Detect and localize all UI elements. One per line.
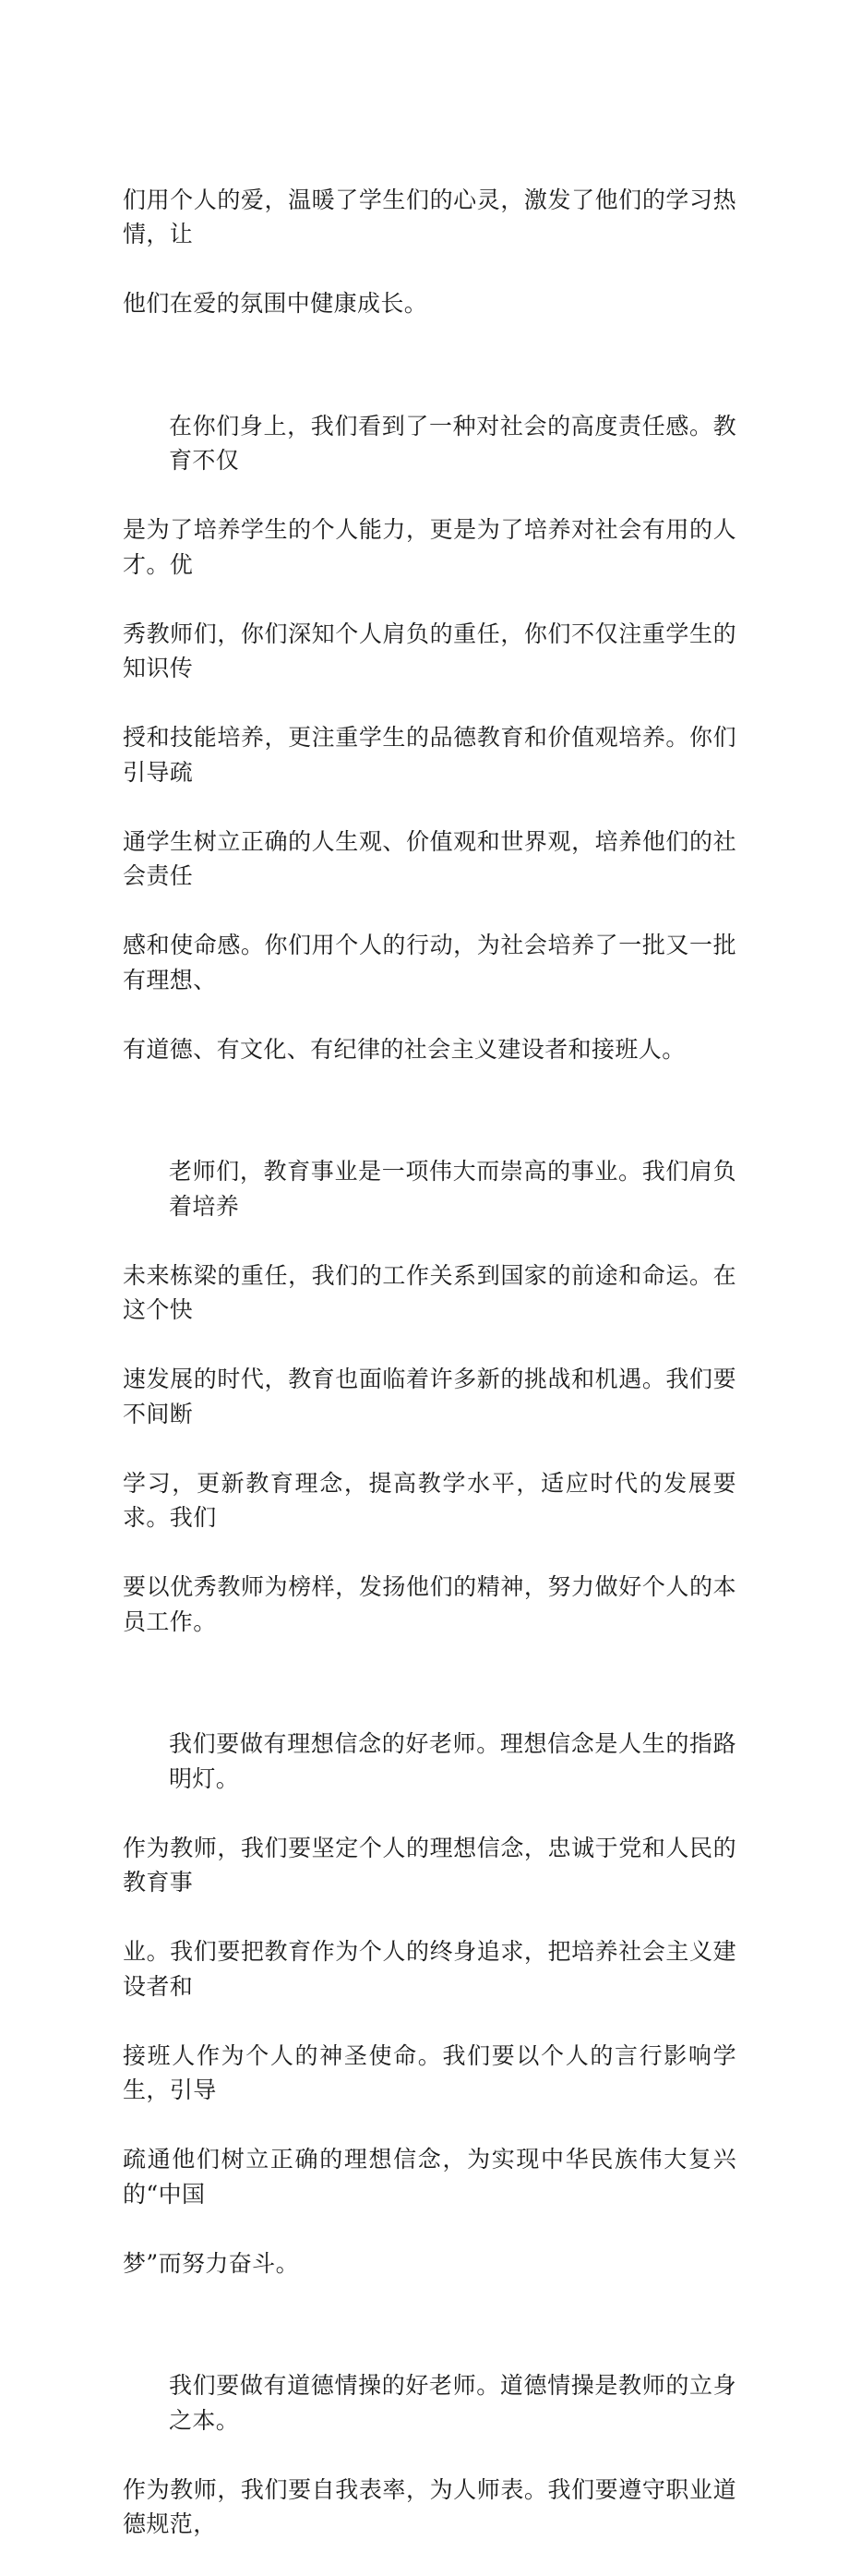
document-page bbox=[0, 0, 849, 1201]
text-line: 接班人作为个人的神圣使命。我们要以个人的言行影响学生，引导 bbox=[123, 2039, 736, 2108]
text-line: 们用个人的爱，温暖了学生们的心灵，激发了他们的学习热情，让 bbox=[123, 183, 736, 252]
text-line: 是为了培养学生的个人能力，更是为了培养对社会有用的人才。优 bbox=[123, 512, 736, 582]
text-line: 速发展的时代，教育也面临着许多新的挑战和机遇。我们要不间断 bbox=[123, 1362, 736, 1431]
text-line: 秀教师们，你们深知个人肩负的重任，你们不仅注重学生的知识传 bbox=[123, 617, 736, 686]
text-line: 梦”而努力奋斗。 bbox=[123, 2246, 736, 2281]
text-line: 老师们，教育事业是一项伟大而崇高的事业。我们肩负着培养 bbox=[123, 1154, 736, 1223]
text-line: 要以优秀教师为榜样，发扬他们的精神，努力做好个人的本员工作。 bbox=[123, 1570, 736, 1639]
text-line: 我们要做有理想信念的好老师。理想信念是人生的指路明灯。 bbox=[123, 1727, 736, 1796]
text-line: 授和技能培养，更注重学生的品德教育和价值观培养。你们引导疏 bbox=[123, 720, 736, 789]
paragraph-social-responsibility bbox=[123, 374, 736, 1101]
paragraph-ideals-beliefs bbox=[123, 1692, 736, 2316]
text-line: 感和使命感。你们用个人的行动，为社会培养了一批又一批有理想、 bbox=[123, 928, 736, 997]
text-line: 业。我们要把教育作为个人的终身追求，把培养社会主义建设者和 bbox=[123, 1934, 736, 2004]
text-line: 有道德、有文化、有纪律的社会主义建设者和接班人。 bbox=[123, 1032, 736, 1067]
document-body bbox=[123, 148, 736, 2576]
paragraph-moral-character bbox=[123, 2334, 736, 2576]
text-line: 疏通他们树立正确的理想信念，为实现中华民族伟大复兴的“中国 bbox=[123, 2142, 736, 2211]
paragraph-education-cause bbox=[123, 1120, 736, 1674]
text-line: 学习，更新教育理念，提高教学水平，适应时代的发展要求。我们 bbox=[123, 1466, 736, 1535]
text-line: 在你们身上，我们看到了一种对社会的高度责任感。教育不仅 bbox=[123, 409, 736, 478]
text-line: 他们在爱的氛围中健康成长。 bbox=[123, 286, 736, 321]
text-line: 作为教师，我们要坚定个人的理想信念，忠诚于党和人民的教育事 bbox=[123, 1831, 736, 1900]
text-line: 我们要做有道德情操的好老师。道德情操是教师的立身之本。 bbox=[123, 2368, 736, 2438]
text-line: 通学生树立正确的人生观、价值观和世界观，培养他们的社会责任 bbox=[123, 825, 736, 894]
paragraph-continuation bbox=[123, 148, 736, 355]
text-line: 作为教师，我们要自我表率，为人师表。我们要遵守职业道德规范， bbox=[123, 2473, 736, 2542]
text-line: 未来栋梁的重任，我们的工作关系到国家的前途和命运。在这个快 bbox=[123, 1258, 736, 1328]
